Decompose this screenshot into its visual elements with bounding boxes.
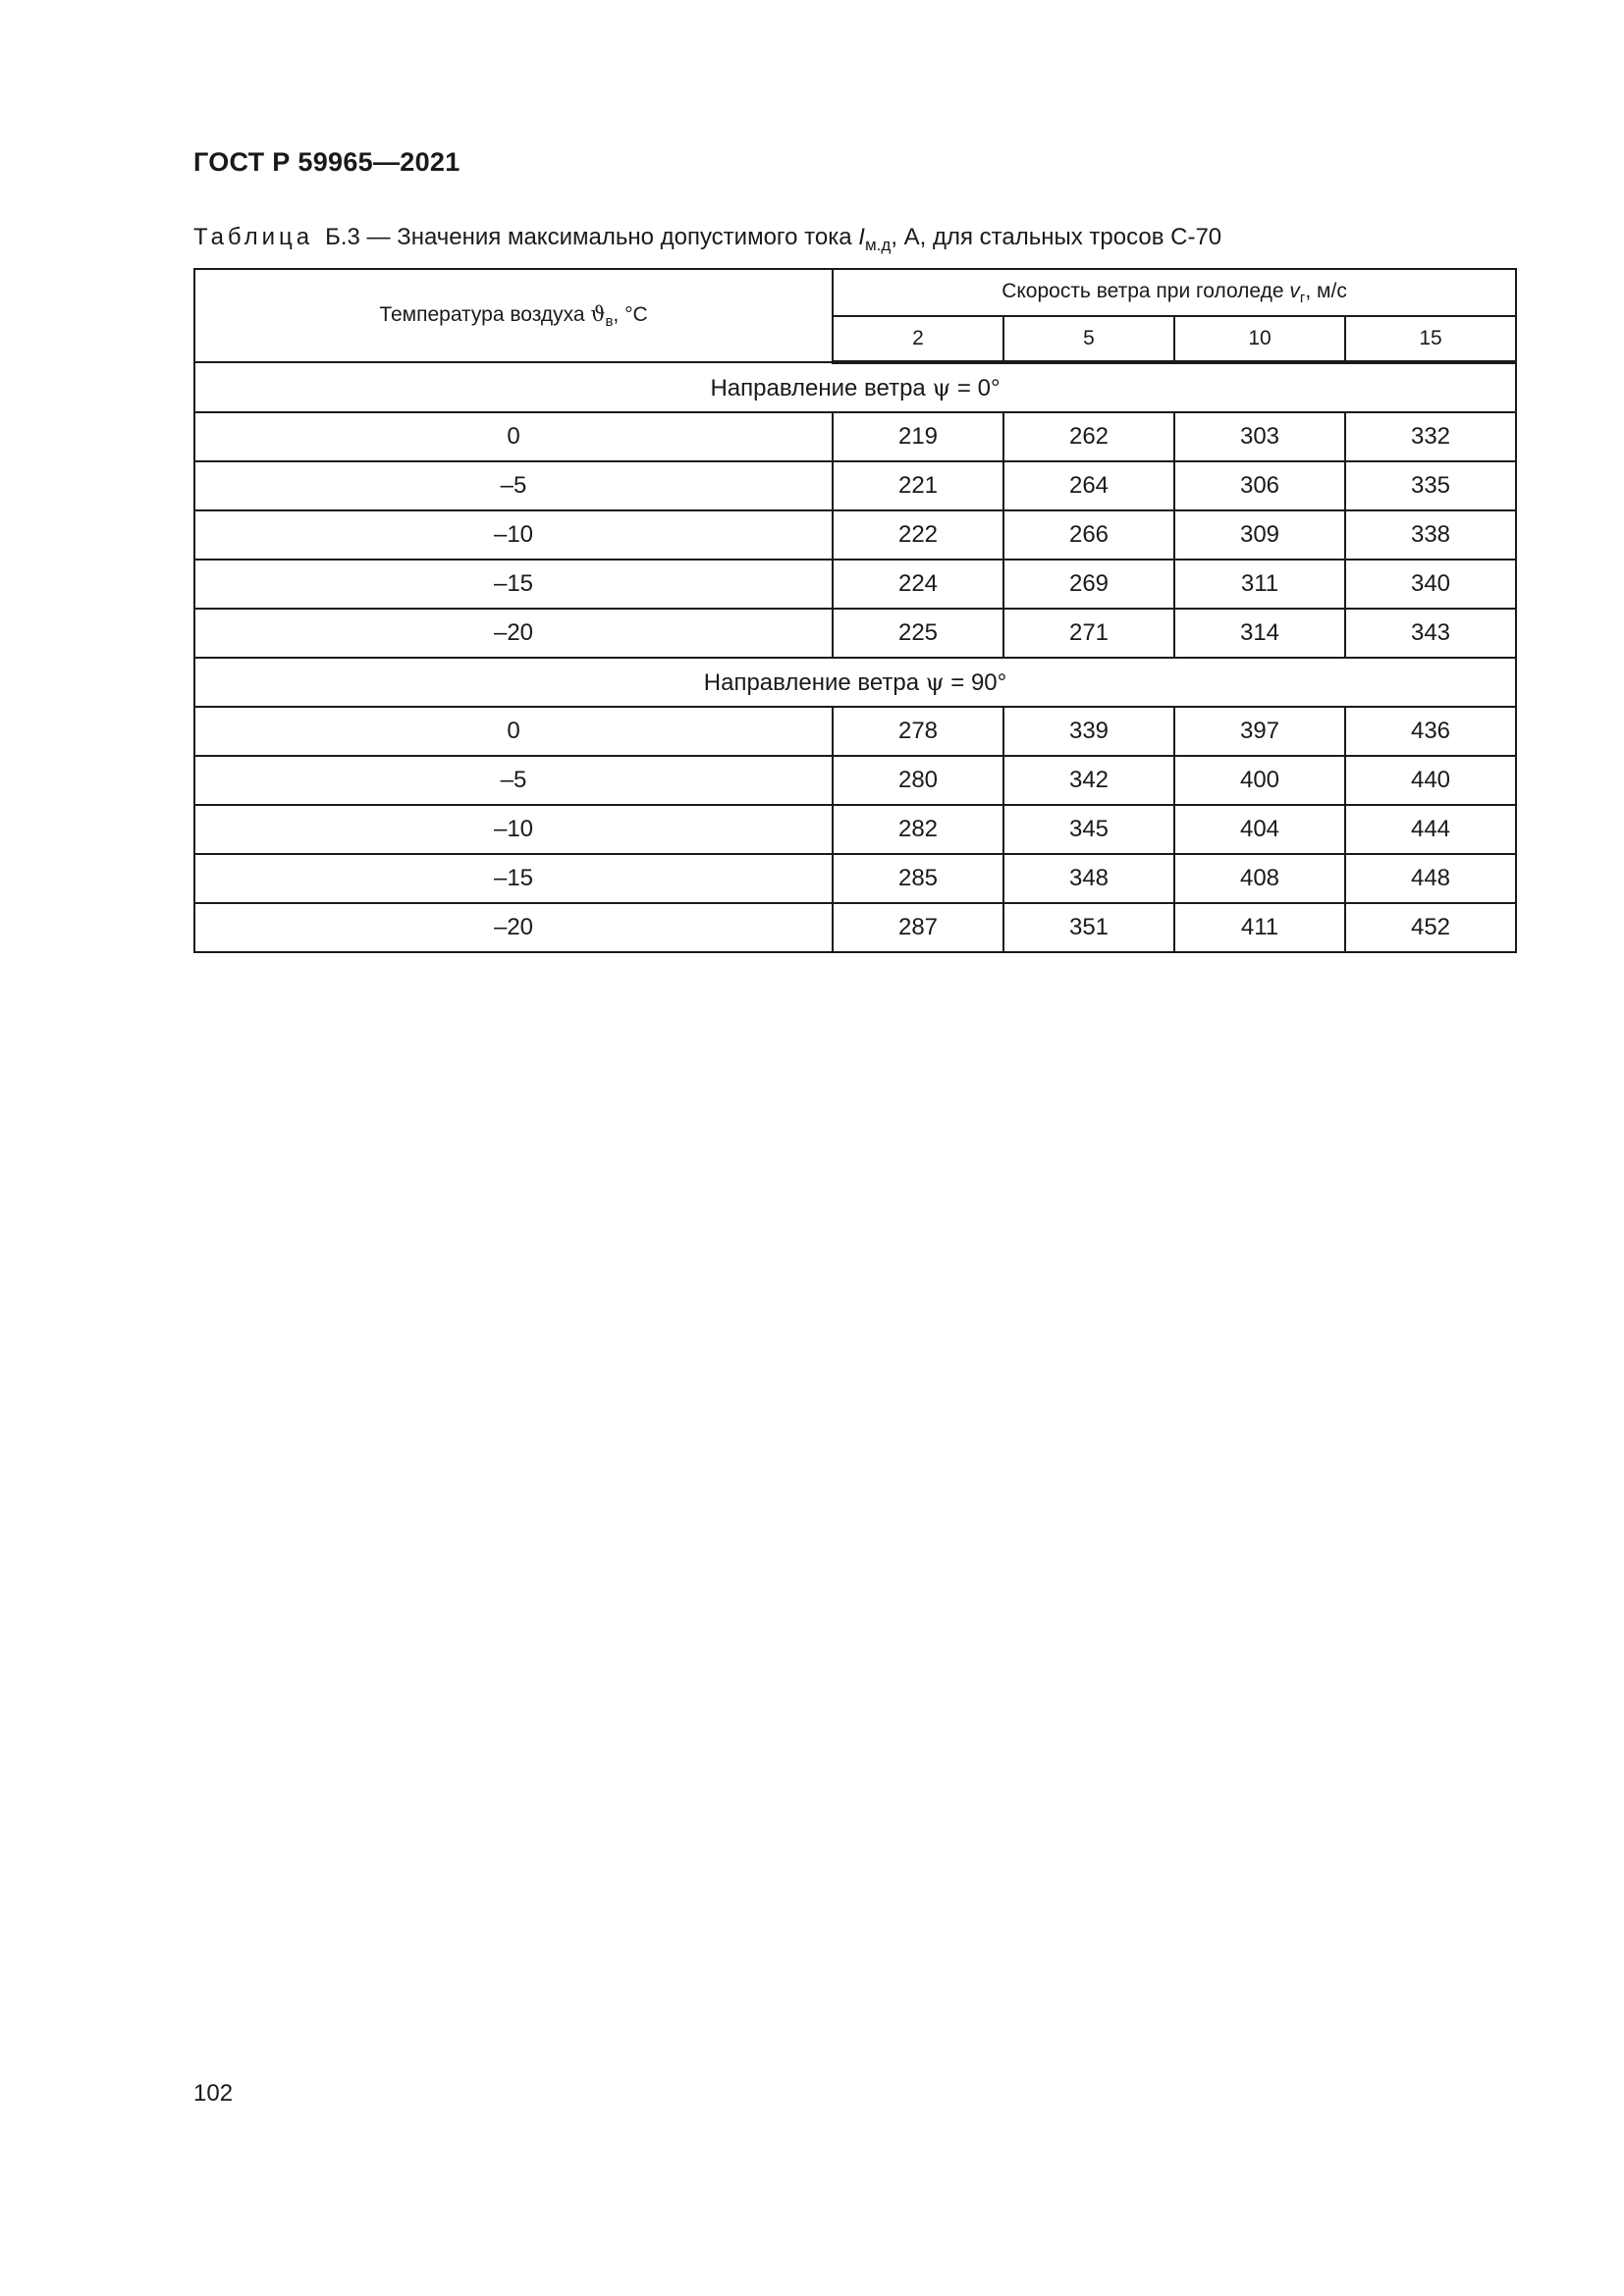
current-value-cell: 400 bbox=[1174, 756, 1345, 805]
caption-var: I bbox=[858, 224, 865, 250]
table-row bbox=[194, 412, 1516, 461]
speed-header-cell: 15 bbox=[1345, 316, 1516, 362]
current-value-cell: 264 bbox=[1003, 461, 1174, 510]
section-title: Направление ветра ψ = 90° bbox=[194, 658, 1516, 707]
section-row bbox=[194, 362, 1516, 412]
table-body bbox=[194, 269, 1516, 952]
current-value-cell: 278 bbox=[833, 707, 1003, 756]
table-row bbox=[194, 854, 1516, 903]
current-value-cell: 222 bbox=[833, 510, 1003, 560]
current-value-cell: 271 bbox=[1003, 609, 1174, 658]
speed-header-cell: 10 bbox=[1174, 316, 1345, 362]
temperature-cell: –5 bbox=[194, 756, 833, 805]
current-value-cell: 408 bbox=[1174, 854, 1345, 903]
current-value-cell: 269 bbox=[1003, 560, 1174, 609]
current-value-cell: 332 bbox=[1345, 412, 1516, 461]
temperature-cell: –15 bbox=[194, 560, 833, 609]
page-number: 102 bbox=[193, 2080, 234, 2107]
current-value-cell: 311 bbox=[1174, 560, 1345, 609]
current-value-cell: 342 bbox=[1003, 756, 1174, 805]
caption-var-sub: м.д bbox=[864, 236, 892, 254]
caption-prefix: Таблица bbox=[193, 224, 314, 250]
psi-symbol: ψ bbox=[932, 373, 951, 401]
table-row bbox=[194, 805, 1516, 854]
current-value-cell: 309 bbox=[1174, 510, 1345, 560]
current-value-cell: 340 bbox=[1345, 560, 1516, 609]
current-value-cell: 397 bbox=[1174, 707, 1345, 756]
table-row bbox=[194, 510, 1516, 560]
table-row bbox=[194, 609, 1516, 658]
current-value-cell: 266 bbox=[1003, 510, 1174, 560]
current-value-cell: 282 bbox=[833, 805, 1003, 854]
wind-speed-header: Скорость ветра при гололеде $v_г$, м/с bbox=[833, 269, 1516, 316]
current-value-cell: 303 bbox=[1174, 412, 1345, 461]
current-value-cell: 221 bbox=[833, 461, 1003, 510]
section-title: Направление ветра ψ = 0° bbox=[194, 362, 1516, 412]
table-row bbox=[194, 903, 1516, 952]
theta-symbol: ϑ bbox=[590, 301, 606, 326]
current-value-cell: 225 bbox=[833, 609, 1003, 658]
temperature-cell: –20 bbox=[194, 903, 833, 952]
current-value-cell: 404 bbox=[1174, 805, 1345, 854]
caption-text-before: Б.3 — Значения максимально допустимого тока bbox=[325, 224, 859, 250]
caption-text-after: , А, для стальных тросов С-70 bbox=[891, 224, 1222, 250]
current-value-cell: 262 bbox=[1003, 412, 1174, 461]
current-value-cell: 411 bbox=[1174, 903, 1345, 952]
temperature-cell: –10 bbox=[194, 805, 833, 854]
current-value-cell: 338 bbox=[1345, 510, 1516, 560]
temperature-cell: 0 bbox=[194, 707, 833, 756]
speed-header-cell: 2 bbox=[833, 316, 1003, 362]
psi-symbol: ψ bbox=[925, 667, 945, 696]
current-value-cell: 444 bbox=[1345, 805, 1516, 854]
current-value-cell: 287 bbox=[833, 903, 1003, 952]
table-row bbox=[194, 756, 1516, 805]
current-value-cell: 348 bbox=[1003, 854, 1174, 903]
current-value-cell: 306 bbox=[1174, 461, 1345, 510]
current-value-cell: 224 bbox=[833, 560, 1003, 609]
temperature-header: Температура воздуха $ϑ_в$, °С bbox=[194, 269, 833, 362]
current-value-cell: 351 bbox=[1003, 903, 1174, 952]
current-value-cell: 436 bbox=[1345, 707, 1516, 756]
current-value-cell: 440 bbox=[1345, 756, 1516, 805]
table-row bbox=[194, 461, 1516, 510]
temperature-cell: –20 bbox=[194, 609, 833, 658]
current-value-cell: 343 bbox=[1345, 609, 1516, 658]
table-row bbox=[194, 560, 1516, 609]
section-row bbox=[194, 658, 1516, 707]
temperature-cell: –15 bbox=[194, 854, 833, 903]
current-value-cell: 448 bbox=[1345, 854, 1516, 903]
current-value-cell: 345 bbox=[1003, 805, 1174, 854]
table-caption bbox=[193, 224, 1221, 255]
temperature-cell: 0 bbox=[194, 412, 833, 461]
current-value-cell: 452 bbox=[1345, 903, 1516, 952]
document-header: ГОСТ Р 59965—2021 bbox=[193, 147, 460, 177]
table-row bbox=[194, 707, 1516, 756]
speed-header-cell: 5 bbox=[1003, 316, 1174, 362]
header-row-1 bbox=[194, 269, 1516, 316]
current-value-cell: 339 bbox=[1003, 707, 1174, 756]
current-value-cell: 280 bbox=[833, 756, 1003, 805]
current-value-cell: 314 bbox=[1174, 609, 1345, 658]
temperature-cell: –5 bbox=[194, 461, 833, 510]
current-value-cell: 335 bbox=[1345, 461, 1516, 510]
temperature-cell: –10 bbox=[194, 510, 833, 560]
current-value-cell: 219 bbox=[833, 412, 1003, 461]
current-table bbox=[193, 268, 1517, 953]
current-value-cell: 285 bbox=[833, 854, 1003, 903]
